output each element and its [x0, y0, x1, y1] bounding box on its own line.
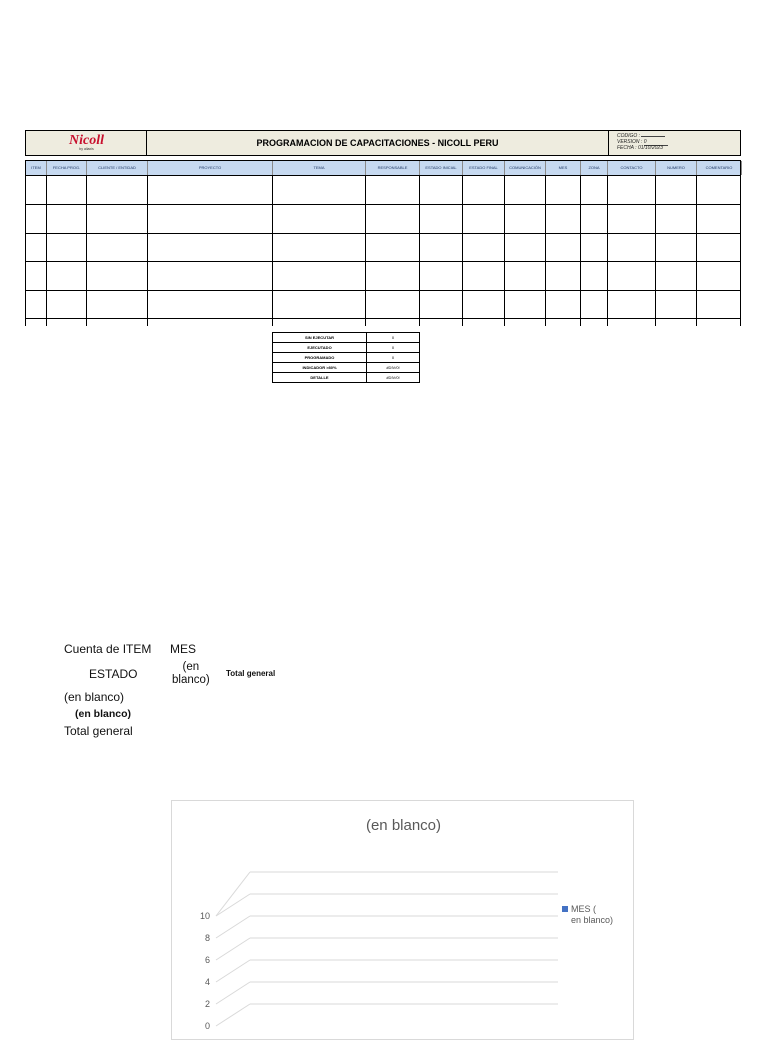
- column-divider: [147, 176, 148, 326]
- column-header: ESTADO INICIAL: [420, 161, 463, 175]
- column-header: NUMERO: [656, 161, 697, 175]
- column-divider: [580, 176, 581, 326]
- chart-plot: [172, 801, 635, 1041]
- pivot-column-field[interactable]: MES: [170, 642, 197, 656]
- summary-label: PROGRAMADO: [273, 353, 367, 363]
- column-divider: [504, 176, 505, 326]
- column-header: CLIENTE / ENTIDAD: [87, 161, 148, 175]
- gridline-diagonal: [216, 872, 250, 916]
- document-meta: [609, 131, 740, 155]
- y-tick-label: 0: [204, 1021, 210, 1031]
- row-divider: [25, 204, 741, 205]
- legend-label: en blanco): [571, 915, 614, 925]
- column-divider: [545, 176, 546, 326]
- y-tick-label: 10: [199, 911, 210, 921]
- pivot-total-row: Total general: [64, 724, 133, 738]
- pivot-row-field[interactable]: ESTADO: [89, 667, 138, 681]
- column-header: RESPONSABLE: [366, 161, 420, 175]
- pivot-chart[interactable]: [171, 800, 634, 1040]
- y-tick-label: 2: [204, 999, 210, 1009]
- legend-swatch: [562, 906, 568, 912]
- capacitaciones-table: [25, 160, 741, 326]
- summary-value: 0: [367, 333, 420, 343]
- summary-label: DETALLE: [273, 373, 367, 383]
- column-header: MES: [546, 161, 581, 175]
- logo-tagline: by aliaxis: [79, 147, 94, 151]
- pivot-row-value: (en blanco): [64, 690, 125, 704]
- column-divider: [46, 176, 47, 326]
- column-divider: [25, 176, 26, 326]
- row-divider: [25, 318, 741, 319]
- meta-codigo: CODIGO :: [617, 134, 740, 140]
- gridline-diagonal: [216, 982, 250, 1004]
- column-header: ESTADO FINAL: [463, 161, 505, 175]
- summary-row: [273, 353, 420, 363]
- column-header: COMUNICACIÓN: [505, 161, 546, 175]
- summary-table: [272, 332, 420, 383]
- column-header: CONTACTO: [608, 161, 656, 175]
- summary-value: 0: [367, 343, 420, 353]
- y-tick-label: 4: [204, 977, 210, 987]
- row-divider: [25, 233, 741, 234]
- page-title: PROGRAMACION DE CAPACITACIONES - NICOLL PERU: [147, 131, 609, 155]
- gridline-diagonal: [216, 1004, 250, 1026]
- summary-label: EJECUTADO: [273, 343, 367, 353]
- row-divider: [25, 261, 741, 262]
- meta-fecha: FECHA : 01/10/2023: [617, 145, 663, 151]
- gridline-diagonal: [216, 960, 250, 982]
- table-header-row: [25, 160, 741, 176]
- column-divider: [419, 176, 420, 326]
- summary-value: 0: [367, 353, 420, 363]
- column-header: FECHA PROG.: [47, 161, 87, 175]
- meta-version: VERSION : 0: [617, 140, 740, 147]
- column-header: ITEM: [26, 161, 47, 175]
- column-header: PROYECTO: [148, 161, 273, 175]
- pivot-column-value: (en blanco): [172, 661, 210, 686]
- y-tick-label: 6: [204, 955, 210, 965]
- column-divider: [655, 176, 656, 326]
- summary-row: [273, 333, 420, 343]
- column-divider: [272, 176, 273, 326]
- column-header: COMENTARIO: [697, 161, 742, 175]
- gridline-diagonal: [216, 938, 250, 960]
- summary-row: [273, 363, 420, 373]
- summary-label: SIN EJECUTAR: [273, 333, 367, 343]
- column-divider: [462, 176, 463, 326]
- chart-title: (en blanco): [365, 817, 442, 834]
- pivot-count-label: Cuenta de ITEM: [64, 642, 152, 656]
- y-tick-label: 8: [204, 933, 210, 943]
- column-header: TEMA: [273, 161, 366, 175]
- summary-value: #DIV/0!: [367, 373, 420, 383]
- gridline-diagonal: [216, 894, 250, 916]
- form-header: [25, 130, 741, 156]
- logo-cell: [26, 131, 147, 155]
- summary-row: [273, 373, 420, 383]
- summary-value: #DIV/0!: [367, 363, 420, 373]
- pivot-total-header: Total general: [226, 669, 276, 678]
- column-divider: [365, 176, 366, 326]
- column-divider: [740, 176, 741, 326]
- summary-label: INDICADOR >80%: [273, 363, 367, 373]
- nicoll-logo: Nicoll: [69, 133, 104, 148]
- legend-label: MES (: [571, 904, 597, 914]
- summary-row: [273, 343, 420, 353]
- row-divider: [25, 290, 741, 291]
- pivot-row-subvalue: (en blanco): [75, 708, 132, 720]
- column-divider: [696, 176, 697, 326]
- column-divider: [86, 176, 87, 326]
- gridline-diagonal: [216, 916, 250, 938]
- column-header: ZONA: [581, 161, 608, 175]
- column-divider: [607, 176, 608, 326]
